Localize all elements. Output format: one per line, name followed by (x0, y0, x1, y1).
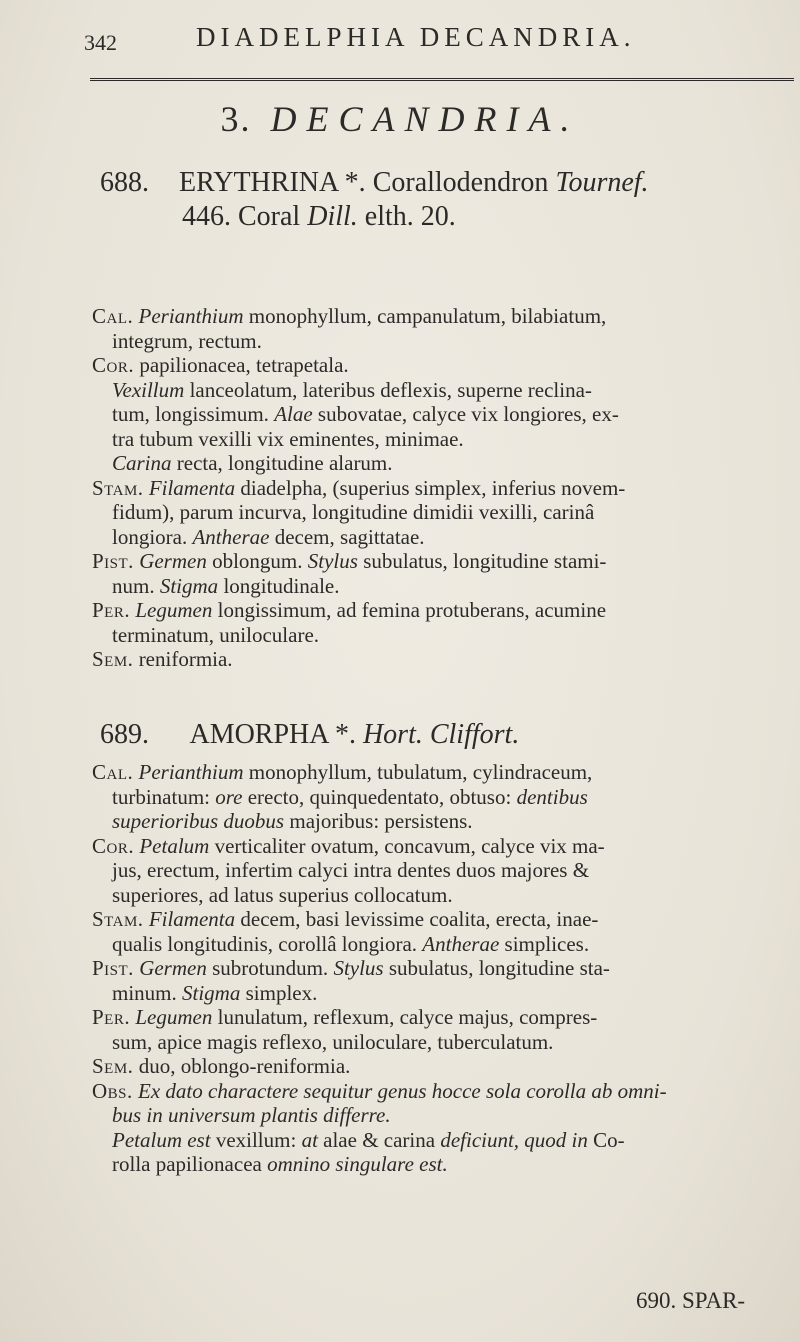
text: superiores, ad latus superius collocatum. (112, 882, 453, 907)
entry-label: Stam. (92, 907, 144, 931)
entry-corolla (92, 834, 792, 908)
entry-label: Per. (92, 598, 131, 622)
entry-corolla (92, 353, 792, 378)
genus-heading-688 (100, 166, 790, 234)
entry-stamens (92, 476, 792, 550)
text: qualis longitudinis, corollâ longiora. (112, 931, 423, 956)
text: oblongum. (206, 549, 308, 573)
entry-observation (92, 1079, 792, 1177)
entry-label: Sem. (92, 1054, 134, 1078)
term: Stylus (307, 549, 358, 573)
text: duo, oblongo-reniformia. (133, 1054, 351, 1078)
genus-name: ERYTHRINA *. (179, 167, 366, 198)
text: Co- (587, 1127, 625, 1152)
entry-seeds (92, 647, 792, 672)
term: Filamenta (148, 907, 236, 931)
entry-label: Stam. (92, 475, 144, 500)
text: tra tubum vexilli vix eminentes, minimae. (112, 426, 464, 451)
genus-number: 688. (100, 167, 149, 198)
term: Alae (274, 402, 313, 426)
entry-label: Cal. (92, 760, 134, 784)
term: dentibus (516, 784, 588, 809)
text: lunulatum, reflexum, calyce majus, compres- (212, 1005, 598, 1029)
section-number: 3. (220, 99, 252, 139)
text: reniformia. (133, 647, 233, 671)
synonym-2-ref: elth. 20. (364, 201, 456, 232)
genus-description-689 (92, 760, 792, 1177)
entry-label: Cal. (92, 304, 134, 328)
text: simplices. (499, 931, 590, 956)
term: Stigma (159, 573, 219, 598)
text: num. (112, 573, 160, 598)
text: subulatus, longitudine sta- (383, 956, 610, 980)
text: subrotundum. (206, 956, 334, 980)
term: Vexillum (112, 377, 185, 402)
text: vexillum: (210, 1127, 302, 1152)
text: jus, erectum, infertim calyci intra dentes duos majores & (112, 858, 590, 882)
text: tum, longissimum. (112, 402, 275, 426)
text: decem, basi levissime coalita, erecta, inae- (235, 907, 599, 931)
entry-label: Pist. (92, 549, 134, 573)
term: Stigma (182, 980, 241, 1005)
entry-pistil (92, 549, 792, 598)
section-name: DECANDRIA. (270, 99, 580, 139)
term: Antherae (422, 931, 500, 956)
entry-label: Cor. (92, 353, 135, 377)
text: turbinatum: (112, 784, 216, 809)
term: Carina (112, 451, 172, 475)
text: monophyllum, campanulatum, bilabiatum, (243, 304, 607, 328)
genus-name: AMORPHA *. (189, 719, 356, 750)
term: at (301, 1127, 318, 1152)
text: majoribus: persistens. (284, 809, 473, 833)
text: rolla papilionacea (112, 1152, 268, 1176)
entry-seeds (92, 1054, 792, 1079)
entry-pericarp (92, 598, 792, 647)
running-title: DIADELPHIA DECANDRIA. (196, 22, 636, 52)
synonym-2: Coral (238, 201, 301, 232)
term: omnino singulare est. (267, 1152, 448, 1176)
term: Antherae (192, 524, 270, 549)
term: Petalum est (112, 1127, 211, 1152)
entry-carina (92, 451, 792, 476)
term: Perianthium (138, 760, 244, 784)
entry-calyx (92, 760, 792, 834)
text: decem, sagittatae. (269, 524, 425, 549)
section-title (0, 98, 800, 140)
term: Stylus (333, 956, 384, 980)
genus-heading-689 (100, 718, 790, 752)
term: Legumen (135, 598, 213, 622)
text: fidum), parum incurva, longitudine dimidii vexilli, carinâ (112, 500, 595, 524)
text: sum, apice magis reflexo, uniloculare, tuberculatum. (112, 1029, 554, 1054)
entry-calyx (92, 304, 792, 353)
text: subulatus, longitudine stami- (357, 549, 607, 573)
entry-stamens (92, 907, 792, 956)
entry-label: Sem. (92, 647, 134, 671)
synonym-author: Tournef. (555, 167, 649, 198)
text: longiora. (112, 524, 193, 549)
synonym-2-author: Dill. (307, 201, 358, 232)
catchword: 690. SPAR- (636, 1288, 746, 1313)
text: diadelpha, (superius simplex, inferius novem- (235, 475, 626, 500)
term: Germen (139, 956, 207, 980)
text: longitudinale. (218, 573, 340, 598)
text: alae & carina (317, 1127, 441, 1152)
term: superioribus duobus (112, 809, 285, 833)
running-head (84, 22, 784, 58)
entry-label: Obs. (92, 1078, 133, 1103)
term: Filamenta (148, 475, 236, 500)
page-number: 342 (84, 30, 117, 55)
genus-author: Hort. Cliffort. (362, 719, 520, 750)
genus-number: 689. (100, 719, 149, 750)
term: deficiunt, quod in (440, 1127, 588, 1152)
text: longissimum, ad femina protuberans, acumine (212, 598, 607, 622)
text: Ex dato charactere sequitur genus hocce sola corolla ab omni- (132, 1078, 667, 1103)
text: monophyllum, tubulatum, cylindraceum, (243, 760, 593, 784)
text: integrum, rectum. (112, 328, 262, 353)
text: subovatae, calyce vix longiores, ex- (312, 402, 619, 426)
text: recta, longitudine alarum. (171, 451, 393, 475)
genus-description-688 (92, 304, 792, 672)
synonym-page: 446. (182, 201, 231, 232)
entry-label: Cor. (92, 833, 135, 858)
term: Petalum (139, 833, 210, 858)
term: Perianthium (138, 304, 244, 328)
text: bus in universum plantis differre. (112, 1103, 391, 1127)
term: Legumen (135, 1005, 213, 1029)
header-rule (90, 78, 794, 81)
text: terminatum, uniloculare. (112, 622, 320, 647)
term: ore (215, 784, 243, 809)
term: Germen (139, 549, 207, 573)
entry-pericarp (92, 1005, 792, 1054)
entry-pistil (92, 956, 792, 1005)
entry-vexillum (92, 378, 792, 452)
entry-label: Pist. (92, 956, 134, 980)
synonym: Corallodendron (372, 167, 549, 198)
text: verticaliter ovatum, concavum, calyce vix ma- (209, 833, 605, 858)
entry-label: Per. (92, 1005, 131, 1029)
text: lanceolatum, lateribus deflexis, superne reclina- (184, 377, 592, 402)
text: simplex. (240, 980, 318, 1005)
text: papilionacea, tetrapetala. (134, 353, 349, 377)
text: minum. (112, 980, 183, 1005)
text: erecto, quinquedentato, obtuso: (242, 784, 517, 809)
